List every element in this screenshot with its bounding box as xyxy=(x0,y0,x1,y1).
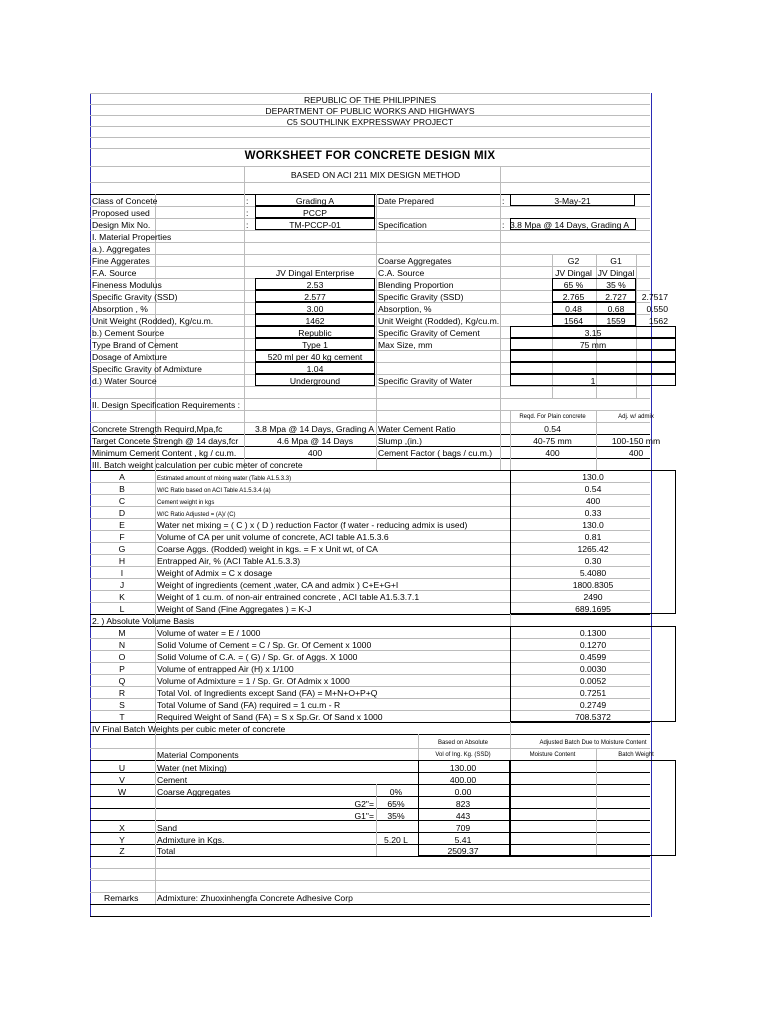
batch-value: 1265.42 xyxy=(577,544,609,554)
absolute-value: 708.5372 xyxy=(575,712,611,722)
fm-value: 2.53 xyxy=(306,280,324,290)
admix-dosage-label: Dosage of Amixture xyxy=(92,352,167,362)
ca-source-g2: JV Dingal xyxy=(555,268,592,278)
blend-label: Blending Proportion xyxy=(378,280,454,290)
cement-brand-label: Type Brand of Cement xyxy=(92,340,178,350)
fine-agg-label: Fine Aggerates xyxy=(92,256,150,266)
spec-value: 3.8 Mpa @ 14 Days, Grading A xyxy=(510,220,630,230)
min-cement-label: Minimum Cement Content , kg / cu.m. xyxy=(92,448,237,458)
ca-sg-avg: 2.7517 xyxy=(641,292,668,302)
final-coarse-pct: 0% xyxy=(389,787,403,797)
batch-description: W/C Ratio Adjusted = (A)/ (C) xyxy=(157,512,236,518)
design-no-value: TM-PCCP-01 xyxy=(289,220,341,230)
date-value: 3-May-21 xyxy=(554,196,591,206)
final-g1-pct: 35% xyxy=(387,811,405,821)
col-moisture: Moisture Content xyxy=(529,752,576,758)
grid-row-line xyxy=(90,434,650,435)
col-batch-weight: Batch Weight xyxy=(618,752,654,758)
cement-factor-label: Cement Factor ( bags / cu.m.) xyxy=(378,448,493,458)
final-sand-label: Sand xyxy=(157,823,178,833)
water-source-label: d.) Water Source xyxy=(92,376,157,386)
final-total-value: 2509.37 xyxy=(447,846,479,856)
grid-row-line xyxy=(90,398,650,399)
grid-row-line xyxy=(90,880,650,881)
batch-description: Weight of 1 cu.m. of non-air entrained concrete , ACI table A1.5.3.7.1 xyxy=(157,592,420,602)
spec-label: Specification xyxy=(378,220,427,230)
batch-value: 1800.8305 xyxy=(572,580,614,590)
colon: : xyxy=(502,196,505,206)
design-no-label: Design Mix No. xyxy=(92,220,151,230)
colon: : xyxy=(246,196,249,206)
batch-key: H xyxy=(118,556,126,566)
admix-sg-label: Specific Gravity of Admixture xyxy=(92,364,202,374)
final-heading: IV Final Batch Weights per cubic meter of concrete xyxy=(92,724,286,734)
ca-abs-g1: 0.68 xyxy=(607,304,625,314)
material-heading: I. Material Properties xyxy=(92,232,172,242)
batch-value: 130.0 xyxy=(582,520,604,530)
batch-value: 2490 xyxy=(583,592,603,602)
slump-label: Slump ,(in.) xyxy=(378,436,422,446)
fa-source-value: JV Dingal Enterprise xyxy=(275,268,355,278)
col-plain-concrete: Reqd. For Plain concrete xyxy=(519,414,586,420)
ca-uw-g1: 1559 xyxy=(606,316,626,326)
final-admix-value: 5.41 xyxy=(454,835,472,845)
grid-row-line xyxy=(90,137,650,138)
final-g2-value: 823 xyxy=(455,799,471,809)
colon: : xyxy=(246,220,249,230)
batch-key: A xyxy=(119,472,125,482)
batch-value: 5.4080 xyxy=(579,568,607,578)
header-line-2: DEPARTMENT OF PUBLIC WORKS AND HIGHWAYS xyxy=(265,106,475,116)
grid-row-line xyxy=(90,748,650,749)
min-cement-value: 400 xyxy=(307,448,323,458)
batch-description: Weight of Admix = C x dosage xyxy=(157,568,273,578)
grid-col-line xyxy=(500,166,501,470)
ca-sg-g1: 2.727 xyxy=(605,292,627,302)
absolute-key: T xyxy=(119,712,125,722)
batch-description: Coarse Aggs. (Rodded) weight in kgs. = F x Unit wt, of CA xyxy=(157,544,378,554)
final-key-u: U xyxy=(118,763,126,773)
slump-plain: 40-75 mm xyxy=(533,436,572,446)
class-label: Class of Concete xyxy=(92,196,158,206)
worksheet-title: WORKSHEET FOR CONCRETE DESIGN MIX xyxy=(244,150,496,162)
absolute-key: S xyxy=(119,700,125,710)
batch-value: 0.30 xyxy=(584,556,602,566)
ca-sg-g2: 2.765 xyxy=(562,292,585,302)
colon: : xyxy=(246,208,249,218)
absolute-value: 0.0052 xyxy=(579,676,607,686)
water-sg-value: 1 xyxy=(590,376,596,386)
batch-key: I xyxy=(120,568,124,578)
fm-label: Fineness Modulus xyxy=(92,280,162,290)
water-sg-label: Specific Gravity of Water xyxy=(378,376,473,386)
absolute-key: N xyxy=(118,640,126,650)
col-adj-admix: Adj. w/ admix xyxy=(618,414,654,420)
final-water-label: Water (net Mixing) xyxy=(157,763,227,773)
absolute-value: 0.4599 xyxy=(579,652,607,662)
ca-sg-label: Specific Gravity (SSD) xyxy=(378,292,464,302)
fa-sg-label: Specific Gravity (SSD) xyxy=(92,292,178,302)
proposed-label: Proposed used xyxy=(92,208,150,218)
grid-row-line xyxy=(90,148,650,149)
final-admix-label: Admixture in Kgs. xyxy=(157,835,225,845)
grid-row-line xyxy=(90,266,650,267)
batch-description: Entrapped Air, % (ACI Table A1.5.3.3) xyxy=(157,556,301,566)
col-based-absolute: Based on Absolute xyxy=(437,740,489,746)
final-coarse-label: Coarse Aggregates xyxy=(157,787,231,797)
worksheet-subtitle: BASED ON ACI 211 MIX DESIGN METHOD xyxy=(290,170,461,180)
absolute-description: Volume of water = E / 1000 xyxy=(157,628,261,638)
batch-value: 689.1695 xyxy=(575,604,611,614)
target-strength-value: 4.6 Mpa @ 14 Days xyxy=(276,436,354,446)
blend-g2: 65 % xyxy=(563,280,584,290)
final-coarse-value: 0.00 xyxy=(454,787,472,797)
absolute-key: Q xyxy=(118,676,126,686)
batch-key: C xyxy=(118,496,126,506)
fa-source-label: F.A. Source xyxy=(92,268,137,278)
proposed-value: PCCP xyxy=(303,208,327,218)
grid-row-line xyxy=(90,734,650,735)
grid-row-line xyxy=(90,93,650,94)
grid-row-line xyxy=(90,386,650,387)
target-strength-label: Target Concete Strengh @ 14 days,fcr xyxy=(92,436,239,446)
ca-uw-g2: 1564 xyxy=(563,316,584,326)
final-water-value: 130.00 xyxy=(449,763,477,773)
absolute-key: M xyxy=(118,628,126,638)
cell-border xyxy=(510,350,676,362)
absolute-description: Volume of entrapped Air (H) x 1/100 xyxy=(157,664,294,674)
ca-uw-label: Unit Weight (Rodded), Kg/cu.m. xyxy=(378,316,500,326)
fa-sg-value: 2.577 xyxy=(304,292,326,302)
final-sand-value: 709 xyxy=(455,823,471,833)
aggregates-heading: a.). Aggregates xyxy=(92,244,151,254)
absolute-key: R xyxy=(118,688,126,698)
cement-brand-value: Type 1 xyxy=(302,340,328,350)
max-size-value: 75 mm xyxy=(579,340,607,350)
final-key-w: W xyxy=(117,787,127,797)
final-g2-pct: 65% xyxy=(387,799,405,809)
batch-key: G xyxy=(118,544,126,554)
grid-row-line xyxy=(90,242,650,243)
final-total-label: Total xyxy=(157,846,176,856)
batch-description: Water net mixing = ( C ) x ( D ) reduction Factor (f water - reducing admix is used) xyxy=(157,520,468,530)
final-key-z: Z xyxy=(119,846,125,856)
grid-row-line xyxy=(90,868,650,869)
absolute-value: 0.0030 xyxy=(579,664,607,674)
colon: : xyxy=(502,220,505,230)
remarks-text: Admixture: Zhuoxinhengfa Concrete Adhesive Corp xyxy=(157,893,353,903)
fa-abs-value: 3.00 xyxy=(306,304,324,314)
batch-value: 0.81 xyxy=(584,532,602,542)
design-heading: II. Design Specification Requirements : xyxy=(92,400,241,410)
cell-border xyxy=(510,362,676,374)
batch-description: Weight of ingredients (cement ,water, CA and admix ) C+E+G+I xyxy=(157,580,399,590)
grid-col-line xyxy=(244,166,245,470)
coarse-agg-label: Coarse Aggregates xyxy=(378,256,452,266)
date-label: Date Prepared xyxy=(378,196,434,206)
components-label: Material Components xyxy=(157,750,239,760)
remarks-label: Remarks xyxy=(104,893,139,903)
g1-header: G1 xyxy=(610,256,622,266)
absolute-description: Total Volume of Sand (FA) required = 1 cu.m - R xyxy=(157,700,341,710)
absolute-value: 0.2749 xyxy=(579,700,607,710)
grid-row-line xyxy=(90,458,650,459)
sg-cement-value: 3.15 xyxy=(584,328,602,338)
batch-value: 130.0 xyxy=(582,472,604,482)
grid-row-line xyxy=(90,230,650,231)
batch-heading: III. Batch weight calculation per cubic meter of concrete xyxy=(92,460,303,470)
wc-ratio-label: Water Cement Ratio xyxy=(378,424,456,434)
batch-key: K xyxy=(119,592,125,602)
col-adjusted-batch: Adjusted Batch Due to Moisture Content xyxy=(539,740,647,746)
fa-abs-label: Absorption , % xyxy=(92,304,148,314)
batch-value: 400 xyxy=(585,496,601,506)
batch-description: Estimated amount of mixing water (Table A1.5.3.3) xyxy=(157,476,292,482)
fc-value: 3.8 Mpa @ 14 Days, Grading A xyxy=(255,424,375,434)
final-admix-liters: 5.20 L xyxy=(384,835,408,845)
batch-description: Weight of Sand (Fine Aggregates ) = K-J xyxy=(157,604,312,614)
grid-row-line xyxy=(90,614,650,615)
col-vol-ing: Vol of Ing. Kg. (SSD) xyxy=(435,752,491,758)
batch-value: 0.54 xyxy=(584,484,602,494)
grid-row-line xyxy=(90,166,650,167)
ca-abs-avg: 0.550 xyxy=(646,304,668,314)
fc-label: Concrete Strength Requird,Mpa,fc xyxy=(92,424,223,434)
absolute-description: Required Weight of Sand (FA) = S x Sp.Gr. Of Sand x 1000 xyxy=(157,712,383,722)
batch-key: D xyxy=(118,508,126,518)
admix-sg-value: 1.04 xyxy=(306,364,324,374)
grid-row-line xyxy=(90,722,650,723)
ca-uw-avg: 1562 xyxy=(648,316,668,326)
header-line-1: REPUBLIC OF THE PHILIPPINES xyxy=(303,95,437,105)
fa-uw-label: Unit Weight (Rodded), Kg/cu.m. xyxy=(92,316,214,326)
slump-admix: 100-150 mm xyxy=(611,436,661,446)
grid-col-line xyxy=(376,194,377,470)
final-cement-label: Cement xyxy=(157,775,188,785)
header-line-3: C5 SOUTHLINK EXPRESSWAY PROJECT xyxy=(286,117,454,127)
cell-border xyxy=(510,760,676,856)
absolute-heading: 2. ) Absolute Volume Basis xyxy=(92,616,195,626)
grid-row-line xyxy=(90,446,650,447)
batch-description: Volume of CA per unit volume of concrete, ACI table A1.5.3.6 xyxy=(157,532,389,542)
fa-uw-value: 1462 xyxy=(305,316,325,326)
final-g2-label: G2"= xyxy=(354,799,374,809)
cement-factor-admix: 400 xyxy=(628,448,644,458)
ca-source-label: C.A. Source xyxy=(378,268,425,278)
grid-row-line xyxy=(90,182,650,183)
final-cement-value: 400.00 xyxy=(449,775,477,785)
batch-key: E xyxy=(119,520,125,530)
max-size-label: Max Size, mm xyxy=(378,340,433,350)
absolute-description: Volume of Admixture = 1 / Sp. Gr. Of Admix x 1000 xyxy=(157,676,350,686)
class-value: Grading A xyxy=(295,196,335,206)
final-key-x: X xyxy=(119,823,125,833)
cement-source-label: b.) Cement Source xyxy=(92,328,165,338)
blend-g1: 35 % xyxy=(606,280,626,290)
grid-row-line xyxy=(90,422,650,423)
batch-description: Cement weight in kgs xyxy=(157,500,215,506)
grid-row-line xyxy=(90,410,650,411)
water-source-value: Underground xyxy=(289,376,341,386)
absolute-description: Total Vol. of Ingredients except Sand (FA) = M+N+O+P+Q xyxy=(157,688,378,698)
final-key-y: Y xyxy=(119,835,125,845)
absolute-value: 0.1300 xyxy=(579,628,607,638)
absolute-value: 0.1270 xyxy=(579,640,607,650)
admix-dosage-value: 520 ml per 40 kg cement xyxy=(267,352,363,362)
cement-factor-plain: 400 xyxy=(545,448,560,458)
sg-cement-label: Specific Gravity of Cement xyxy=(378,328,480,338)
batch-value: 0.33 xyxy=(584,508,602,518)
wc-ratio-plain: 0.54 xyxy=(544,424,561,434)
grid-row-line xyxy=(90,254,650,255)
batch-key: L xyxy=(119,604,125,614)
absolute-description: Solid Volume of Cement = C / Sp. Gr. Of Cement x 1000 xyxy=(157,640,372,650)
absolute-key: P xyxy=(119,664,125,674)
ca-abs-g2: 0.48 xyxy=(565,304,582,314)
cement-source-value: Republic xyxy=(298,328,332,338)
batch-key: F xyxy=(119,532,125,542)
absolute-value: 0.7251 xyxy=(579,688,607,698)
grid-row-line xyxy=(90,904,650,905)
grid-col-line xyxy=(155,470,156,904)
grid-row-line xyxy=(90,916,650,917)
ca-abs-label: Absorption, % xyxy=(378,304,432,314)
final-key-v: V xyxy=(119,775,125,785)
final-g1-value: 443 xyxy=(455,811,471,821)
batch-description: W/C Ratio based on ACI Table A1.5.3.4 (a) xyxy=(157,488,271,494)
batch-key: J xyxy=(119,580,125,590)
batch-key: B xyxy=(119,484,125,494)
final-g1-label: G1"= xyxy=(354,811,374,821)
grid-row-line xyxy=(90,856,650,857)
ca-source-g1: JV Dingal xyxy=(597,268,635,278)
absolute-description: Solid Volume of C.A. = ( G) / Sp. Gr. of Aggs. X 1000 xyxy=(157,652,358,662)
g2-header: G2 xyxy=(567,256,580,266)
absolute-key: O xyxy=(118,652,126,662)
